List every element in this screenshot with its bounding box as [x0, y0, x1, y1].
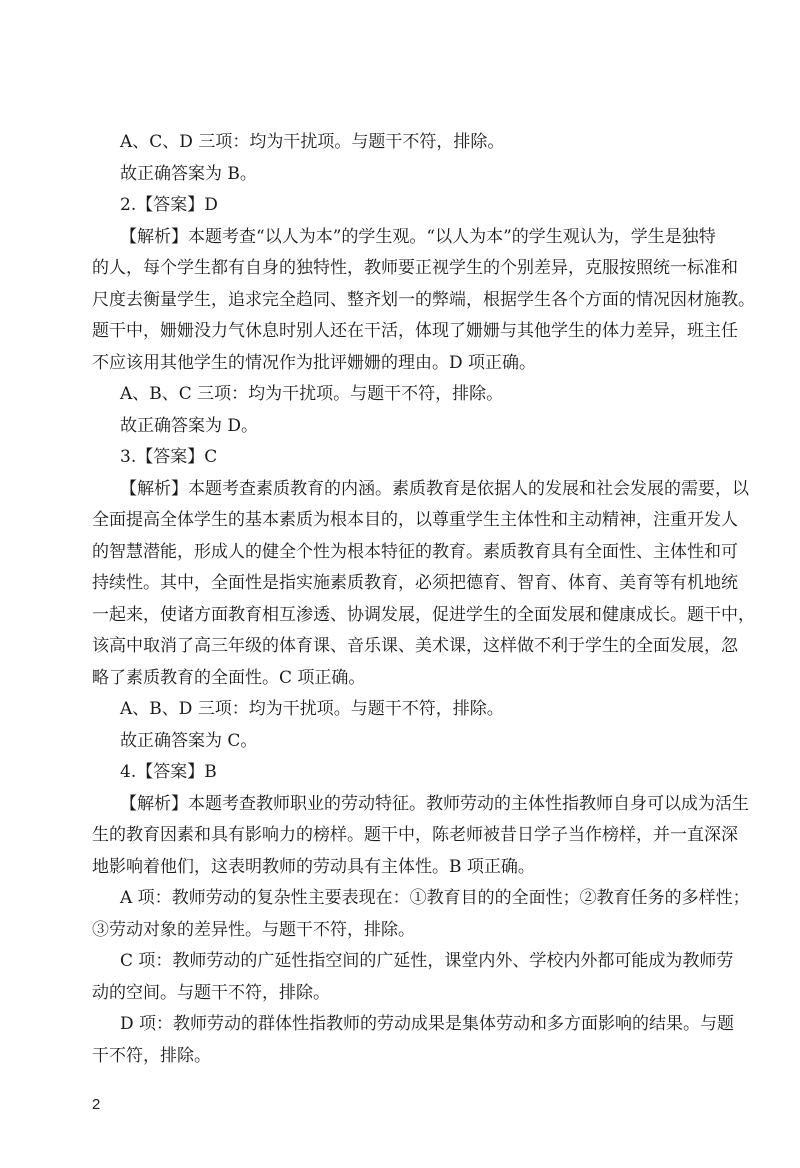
text-line: 【解析】本题考查“以人为本”的学生观。“以人为本”的学生观认为，学生是独特: [120, 226, 716, 247]
text-line: A、C、D 三项：均为干扰项。与题干不符，排除。: [120, 132, 505, 152]
text-line: 尺度去衡量学生，追求完全趋同、整齐划一的弊端，根据学生各个方面的情况因材施教。: [92, 289, 755, 310]
text-line: 动的空间。与题干不符，排除。: [92, 982, 330, 1003]
text-line: 【解析】本题考查素质教育的内涵。素质教育是依据人的发展和社会发展的需要，以: [120, 478, 749, 499]
answer-heading: 3.【答案】C: [120, 447, 218, 467]
text-line: 故正确答案为 B。: [120, 163, 257, 184]
text-line: 不应该用其他学生的情况作为批评姗姗的理由。D 项正确。: [92, 352, 537, 373]
text-line: 故正确答案为 D。: [120, 415, 259, 436]
text-line: 略了素质教育的全面性。C 项正确。: [92, 667, 366, 688]
text-line: 的智慧潜能，形成人的健全个性为根本特征的教育。素质教育具有全面性、主体性和可: [92, 541, 738, 562]
text-line: D 项：教师劳动的群体性指教师的劳动成果是集体劳动和多方面影响的结果。与题: [120, 1014, 735, 1034]
text-line: 地影响着他们，这表明教师的劳动具有主体性。B 项正确。: [92, 856, 535, 877]
text-line: 故正确答案为 C。: [120, 730, 258, 751]
page-number: 2: [92, 1096, 101, 1113]
text-line: C 项：教师劳动的广延性指空间的广延性，课堂内外、学校内外都可能成为教师劳: [120, 951, 734, 971]
answer-heading: 4.【答案】B: [120, 762, 217, 782]
text-line: 该高中取消了高三年级的体育课、音乐课、美术课，这样做不利于学生的全面发展，忽: [92, 636, 738, 656]
answer-heading: 2.【答案】D: [120, 195, 218, 215]
text-line: A、B、D 三项：均为干扰项。与题干不符，排除。: [120, 699, 504, 719]
text-line: 干不符，排除。: [92, 1045, 211, 1066]
text-line: A、B、C 三项：均为干扰项。与题干不符，排除。: [120, 384, 504, 404]
text-line: A 项：教师劳动的复杂性主要表现在：①教育目的的全面性；②教育任务的多样性；: [120, 888, 750, 908]
text-line: 一起来，使诸方面教育相互渗透、协调发展，促进学生的全面发展和健康成长。题干中，: [92, 604, 755, 625]
text-line: 持续性。其中，全面性是指实施素质教育，必须把德育、智育、体育、美育等有机地统: [92, 573, 738, 593]
text-line: ③劳动对象的差异性。与题干不符，排除。: [92, 919, 415, 940]
text-line: 题干中，姗姗没力气休息时别人还在干活，体现了姗姗与其他学生的体力差异，班主任: [92, 321, 738, 341]
text-line: 全面提高全体学生的基本素质为根本目的，以尊重学生主体性和主动精神，注重开发人: [92, 510, 738, 530]
text-line: 生的教育因素和具有影响力的榜样。题干中，陈老师被昔日学子当作榜样，并一直深深: [92, 825, 738, 845]
text-line: 的人，每个学生都有自身的独特性，教师要正视学生的个别差异，克服按照统一标准和: [92, 258, 738, 278]
text-line: 【解析】本题考查教师职业的劳动特征。教师劳动的主体性指教师自身可以成为活生: [120, 793, 749, 814]
page-body: [92, 127, 755, 1072]
